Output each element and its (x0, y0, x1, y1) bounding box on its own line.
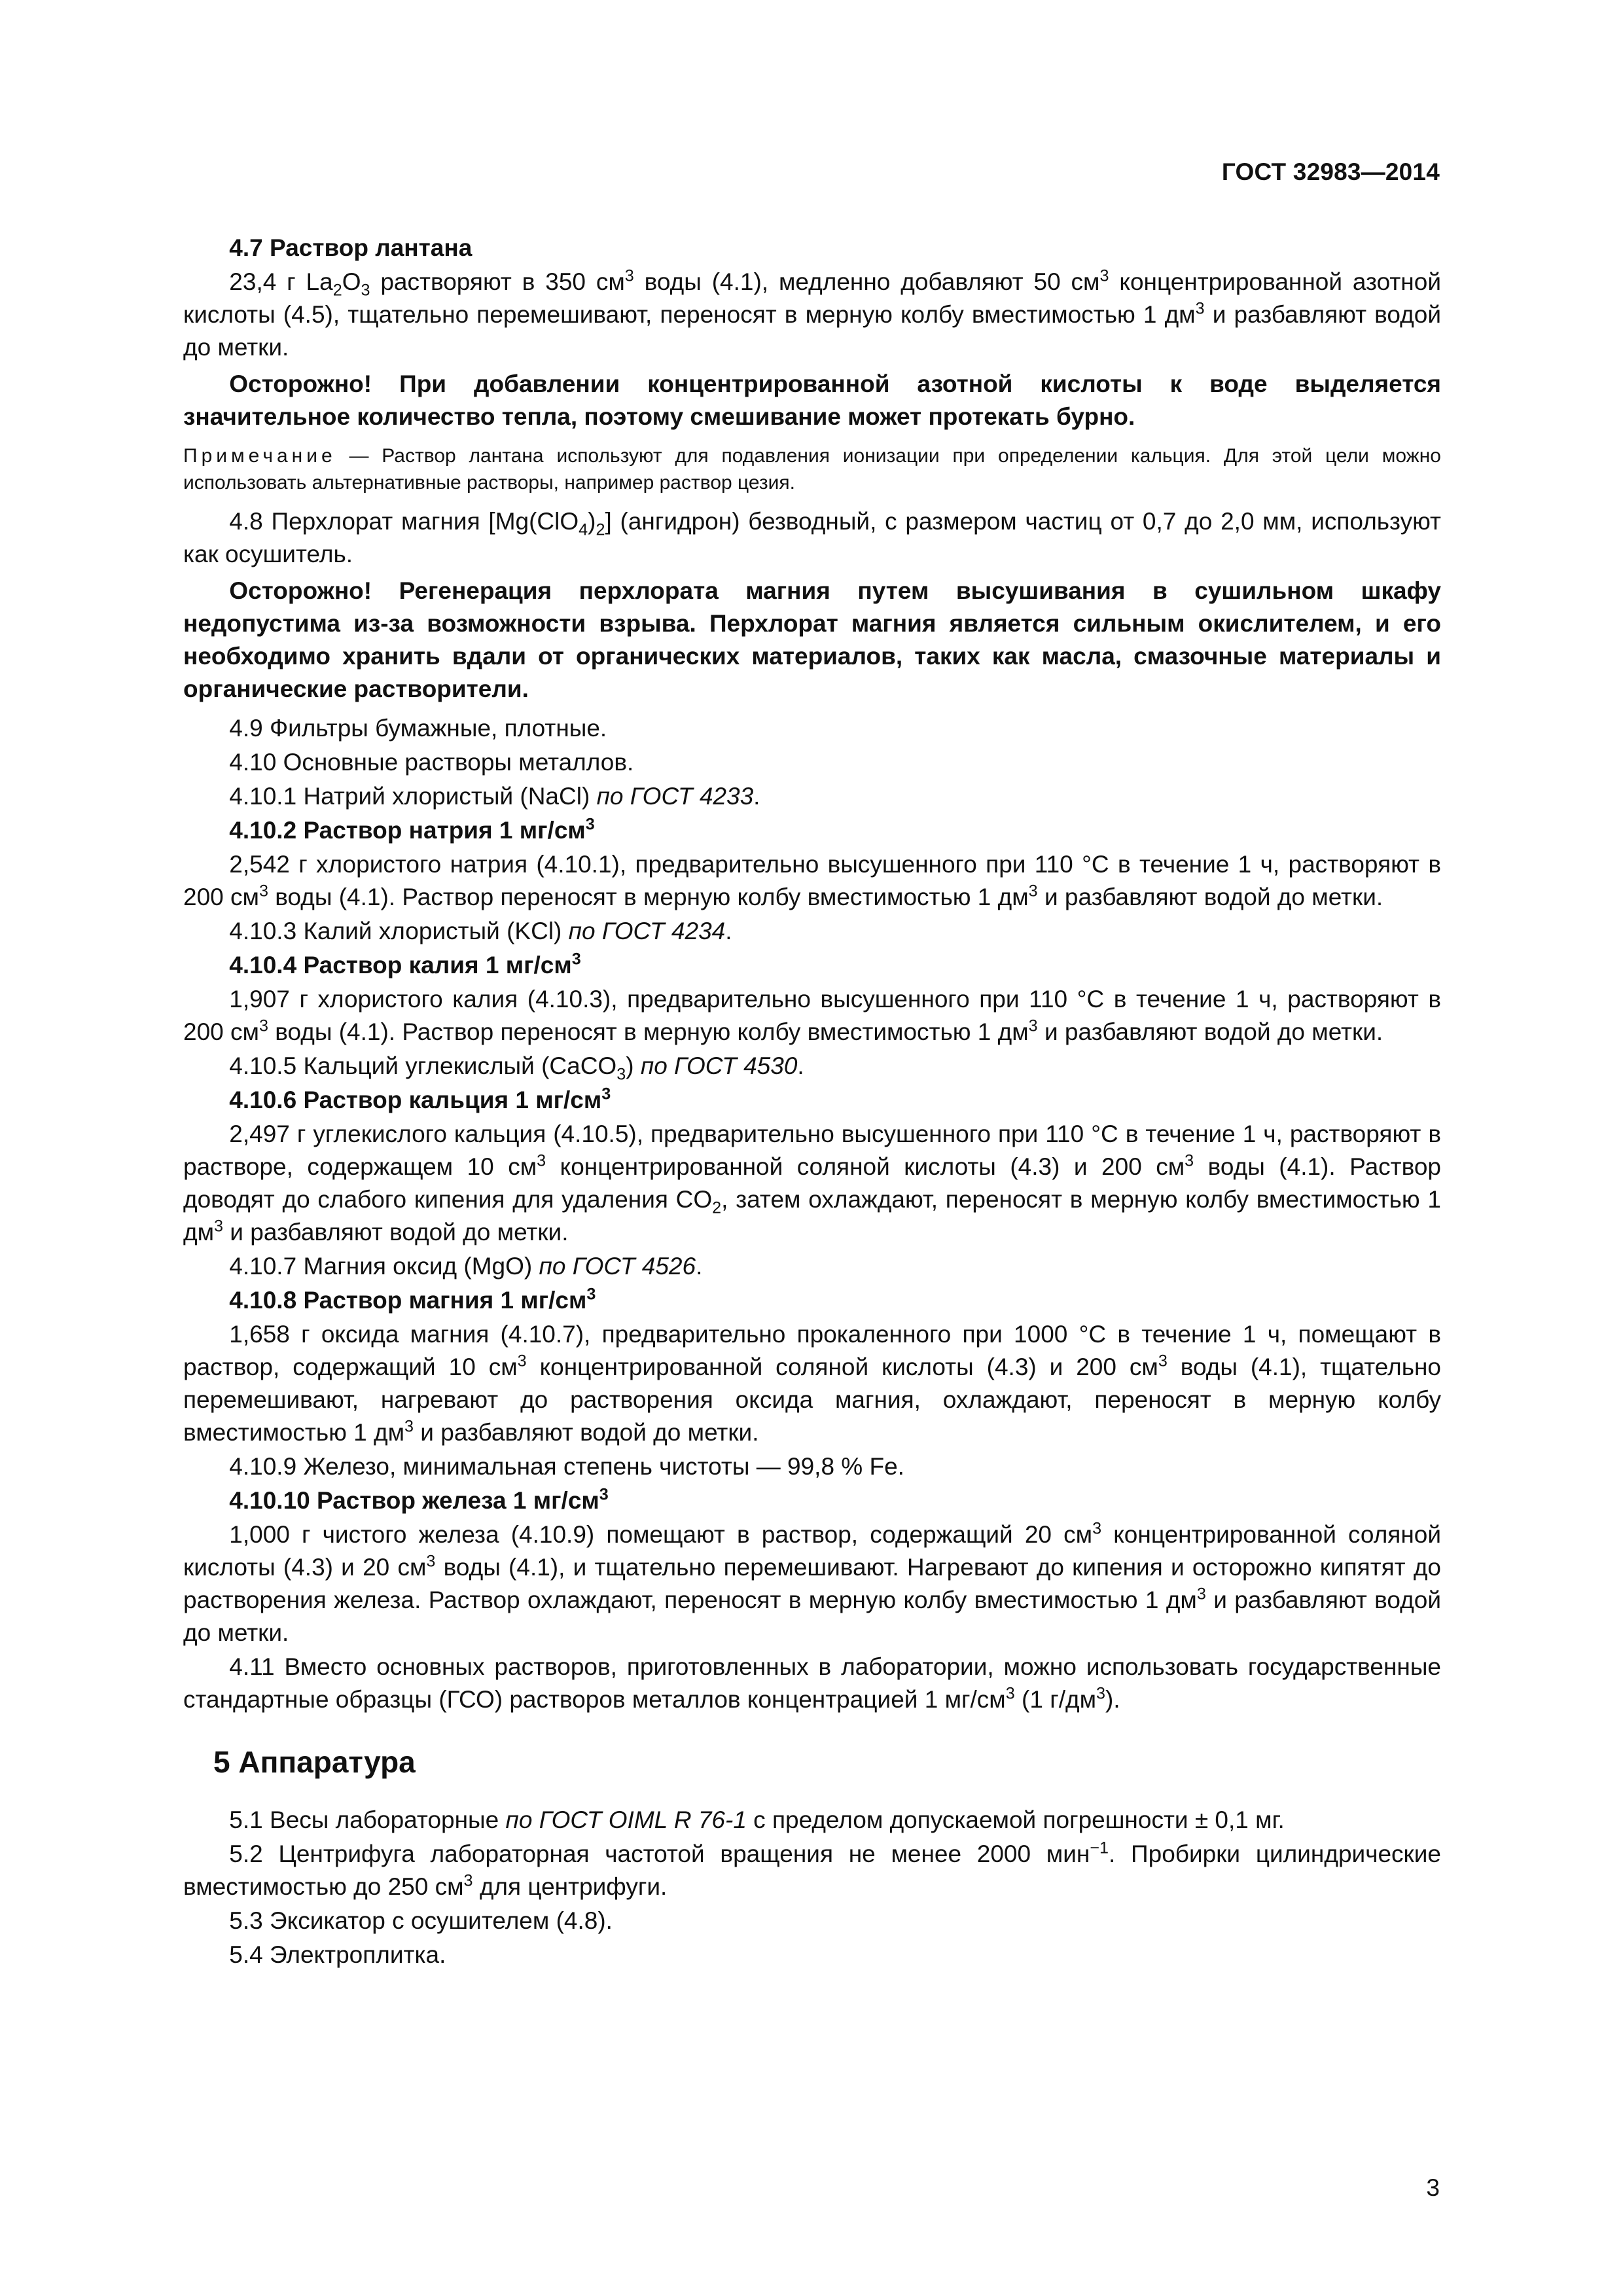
section-4-10-9-text: 4.10.9 Железо, минимальная степень чистоты — 99,8 % Fe. (229, 1453, 904, 1480)
section-4-7-text: 23,4 г $La_2O_3$ растворяют в 350 $см^3$ воды (4.1), медленно добавляют 50 $см^3$ концентрированной азотной кислоты (4.5), тщательно перемешивают, переносят в мерную колбу вместимостью 1 $дм^3$ и разбавляют водой до метки. (183, 266, 1441, 361)
section-4-10-2-text: 2,542 г хлористого натрия (4.10.1), предварительно высушенного при 110 °С в течение 1 ч, растворяют в 200 $см^3$ воды (4.1). Раствор переносят в мерную колбу вместимостью 1 $дм^3$ и разбавляют водой до метки. (183, 851, 1441, 910)
section-4-10-6-title: 4.10.6 Раствор кальция 1 $мг/см^3$ (229, 1085, 611, 1113)
standard-reference: по ГОСТ 4233 (596, 783, 754, 810)
section-4-10-4-title: 4.10.4 Раствор калия 1 $мг/см^3$ (229, 950, 581, 978)
page-number: 3 (1426, 2174, 1440, 2201)
standard-reference: по ГОСТ 4526 (539, 1253, 696, 1280)
section-4-10-2-title: 4.10.2 Раствор натрия 1 $мг/см^3$ (229, 815, 595, 844)
standard-reference: по ГОСТ 4234 (568, 918, 726, 944)
section-4-10-6-text: 2,497 г углекислого кальция (4.10.5), предварительно высушенного при 110 °С в течение 1 ч, растворяют в растворе, содержащем 10 $см^3$ концентрированной соляной кислоты (4.3) и 200 $см^3$ воды (4.1). Раствор доводят до слабого кипения для удаления $CO_2$, затем охлаждают, переносят в мерную колбу вместимостью 1 $дм^3$ и разбавляют водой до метки. (183, 1121, 1441, 1246)
section-5-3-text: 5.3 Эксикатор с осушителем (4.8). (229, 1907, 613, 1934)
section-4-8-text: 4.8 Перхлорат магния $[Mg(ClO_4)_2]$ (ангидрон) безводный, с размером частиц от 0,7 до 2,0 мм, используют как осушитель. (183, 508, 1441, 567)
section-4-7-warning: Осторожно! При добавлении концентрированной азотной кислоты к воде выделяется значительное количество тепла, поэтому смешивание может протекать бурно. (183, 370, 1441, 430)
section-4-7-note: Примечание — Раствор лантана используют для подавления ионизации при определении кальция. Для этой цели можно использовать альтернативные растворы, например раствор цезия. (183, 445, 1441, 493)
section-4-7-title: 4.7 Раствор лантана (229, 234, 473, 261)
section-4-8-warning: Осторожно! Регенерация перхлората магния путем высушивания в сушильном шкафу недопустима из-за возможности взрыва. Перхлорат магния является сильным окислителем, и его необходимо хранить вдали от органических материалов, таких как масла, смазочные материалы и органические растворители. (183, 577, 1441, 702)
page-body (183, 232, 1441, 1973)
standard-reference: по ГОСТ 4530 (640, 1052, 798, 1079)
section-5-4-text: 5.4 Электроплитка. (229, 1941, 446, 1968)
section-5-1-text: 5.1 Весы лабораторные по ГОСТ OIML R 76-1 с пределом допускаемой погрешности ± 0,1 мг. (229, 1806, 1285, 1833)
section-4-10-3-text: 4.10.3 Калий хлористый (KCl) по ГОСТ 4234. (229, 918, 732, 944)
section-4-10-10-title: 4.10.10 Раствор железа 1 $мг/см^3$ (229, 1485, 609, 1514)
section-4-10-10-text: 1,000 г чистого железа (4.10.9) помещают в раствор, содержащий 20 $см^3$ концентрированной соляной кислоты (4.3) и 20 $см^3$ воды (4.1), и тщательно перемешивают. Нагревают до кипения и осторожно кипятят до растворения железа. Раствор охлаждают, переносят в мерную колбу вместимостью 1 $дм^3$ и разбавляют водой до метки. (183, 1519, 1442, 1646)
section-4-10-8-title: 4.10.8 Раствор магния 1 $мг/см^3$ (229, 1285, 596, 1314)
section-4-10-1-text: 4.10.1 Натрий хлористый (NaCl) по ГОСТ 4233. (229, 783, 760, 810)
section-4-10-text: 4.10 Основные растворы металлов. (229, 749, 634, 776)
standard-reference: по ГОСТ OIML R 76-1 (505, 1806, 747, 1833)
note-label: Примечание (183, 445, 336, 467)
section-4-11-text: 4.11 Вместо основных растворов, приготовленных в лаборатории, можно использовать государственные стандартные образцы (ГСО) растворов металлов концентрацией 1 $мг/см^3$ (1 $г/дм^3$). (183, 1653, 1441, 1713)
section-4-10-5-text: 4.10.5 Кальций углекислый (CaCO$_3$) по ГОСТ 4530. (229, 1052, 804, 1084)
section-5-2-text: 5.2 Центрифуга лабораторная частотой вращения не менее 2000 мин$^{-1}$. Пробирки цилиндрические вместимостью до 250 $см^3$ для центрифуги. (183, 1839, 1441, 1900)
section-4-10-8-text: 1,658 г оксида магния (4.10.7), предварительно прокаленного при 1000 °С в течение 1 ч, помещают в раствор, содержащий 10 $см^3$ концентрированной соляной кислоты (4.3) и 200 $см^3$ воды (4.1), тщательно перемешивают, нагревают до растворения оксида магния, охлаждают, переносят в мерную колбу вместимостью 1 $дм^3$ и разбавляют водой до метки. (183, 1321, 1442, 1446)
section-4-9-text: 4.9 Фильтры бумажные, плотные. (229, 715, 607, 742)
section-4-10-7-text: 4.10.7 Магния оксид (MgO) по ГОСТ 4526. (229, 1253, 703, 1280)
section-4-10-4-text: 1,907 г хлористого калия (4.10.3), предварительно высушенного при 110 °С в течение 1 ч, растворяют в 200 $см^3$ воды (4.1). Раствор переносят в мерную колбу вместимостью 1 $дм^3$ и разбавляют водой до метки. (183, 986, 1441, 1045)
section-5-heading: 5 Аппаратура (213, 1745, 416, 1779)
document-id: ГОСТ 32983—2014 (1221, 158, 1440, 185)
